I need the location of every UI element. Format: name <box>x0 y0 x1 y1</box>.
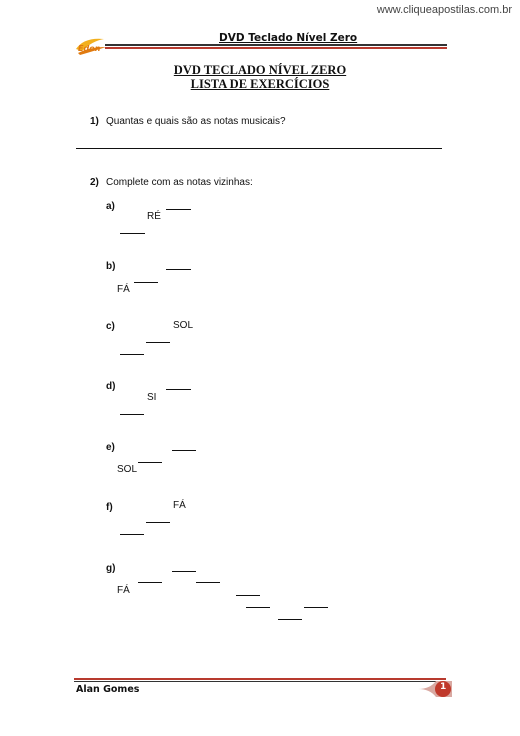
footer-author: Alan Gomes <box>76 684 140 695</box>
blank-line <box>120 534 144 535</box>
document-subtitle: LISTA DE EXERCÍCIOS <box>190 77 330 91</box>
blank-line <box>166 209 191 210</box>
item-e-label: e) <box>106 442 115 453</box>
site-url[interactable]: www.cliqueapostilas.com.br <box>376 4 512 16</box>
blank-line <box>138 582 162 583</box>
blank-line <box>246 607 270 608</box>
question-2-text: Complete com as notas vizinhas: <box>106 177 253 188</box>
document-title: DVD TECLADO NÍVEL ZERO <box>173 63 347 77</box>
answer-line <box>76 148 442 149</box>
item-g-note: FÁ <box>117 585 130 596</box>
item-f-note: FÁ <box>173 500 186 511</box>
item-g-label: g) <box>106 563 116 574</box>
logo-text: Edon <box>78 44 101 53</box>
header-rule <box>105 44 447 46</box>
item-d-note: SI <box>147 392 157 403</box>
blank-line <box>166 389 191 390</box>
blank-line <box>146 342 170 343</box>
question-1-text: Quantas e quais são as notas musicais? <box>106 116 286 127</box>
edon-logo <box>74 35 108 57</box>
blank-line <box>120 414 144 415</box>
item-d-label: d) <box>106 381 116 392</box>
blank-line <box>138 462 162 463</box>
question-1-number: 1) <box>90 116 99 127</box>
item-b-note: FÁ <box>117 284 130 295</box>
blank-line <box>120 354 144 355</box>
item-a-label: a) <box>106 201 115 212</box>
header-rule-accent <box>105 47 447 49</box>
item-a-note: RÉ <box>147 211 161 222</box>
item-f-label: f) <box>106 502 113 513</box>
item-c-note: SOL <box>173 320 194 331</box>
blank-line <box>304 607 328 608</box>
blank-line <box>172 571 196 572</box>
blank-line <box>146 522 170 523</box>
blank-line <box>166 269 191 270</box>
footer-rule-accent <box>74 678 446 680</box>
blank-line <box>172 450 196 451</box>
blank-line <box>196 582 220 583</box>
blank-line <box>278 619 302 620</box>
item-c-label: c) <box>106 321 115 332</box>
blank-line <box>236 595 260 596</box>
question-2-number: 2) <box>90 177 99 188</box>
item-e-note: SOL <box>117 464 138 475</box>
page-number: 1 <box>440 682 447 692</box>
blank-line <box>120 233 145 234</box>
footer-rule <box>74 681 446 682</box>
item-b-label: b) <box>106 261 116 272</box>
header-title: DVD Teclado Nível Zero <box>219 32 358 44</box>
page-number-badge <box>418 680 452 698</box>
blank-line <box>134 282 158 283</box>
